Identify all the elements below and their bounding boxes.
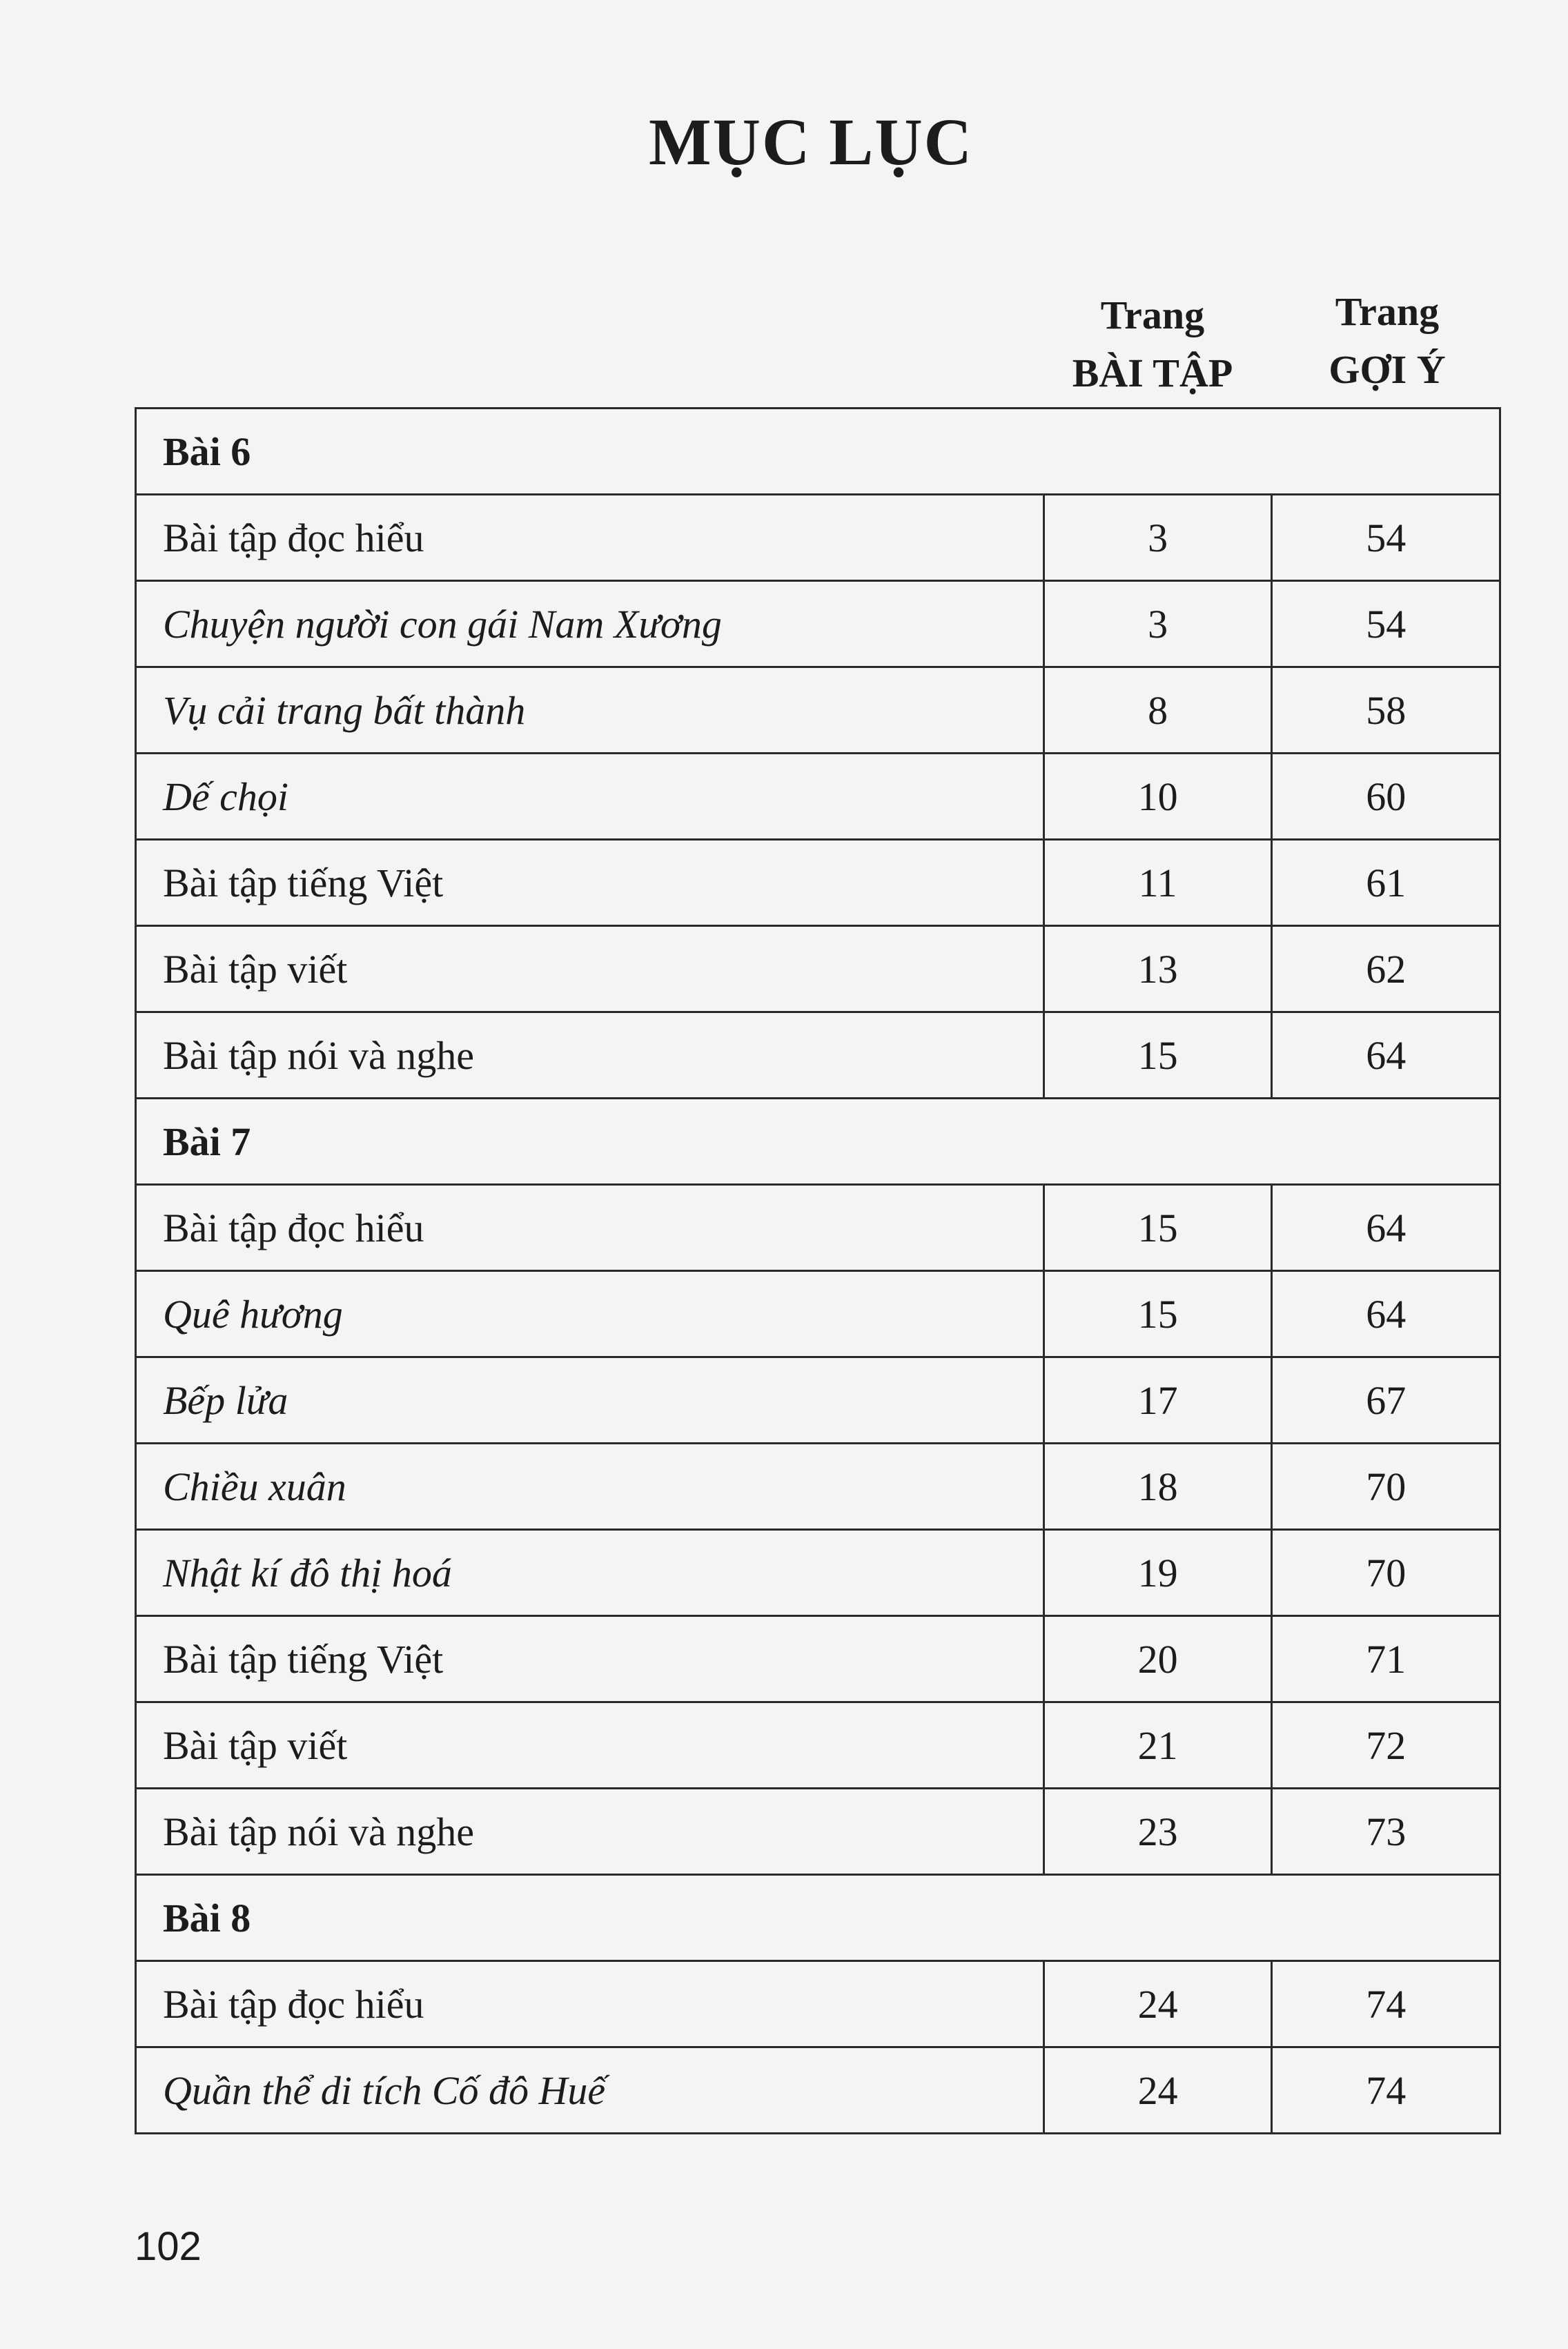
table-row <box>136 1961 1500 2047</box>
entry-title: Vụ cải trang bất thành <box>136 667 1044 754</box>
exercise-page-number: 8 <box>1043 667 1272 754</box>
page-number: 102 <box>135 2224 202 2269</box>
hint-page-number: 73 <box>1272 1789 1500 1875</box>
hint-page-number: 70 <box>1272 1444 1500 1530</box>
entry-title: Bếp lửa <box>136 1357 1044 1444</box>
hint-page-number: 74 <box>1272 2047 1500 2134</box>
toc-body <box>136 409 1500 2134</box>
entry-title: Bài tập tiếng Việt <box>136 840 1044 926</box>
exercise-header-line1: Trang <box>1100 293 1205 337</box>
exercise-header-line2: BÀI TẬP <box>1072 351 1233 395</box>
table-row <box>136 1444 1500 1530</box>
table-row <box>136 1616 1500 1702</box>
entry-title: Chuyện người con gái Nam Xương <box>136 581 1044 667</box>
entry-title: Bài tập tiếng Việt <box>136 1616 1044 1702</box>
entry-title: Bài tập viết <box>136 1702 1044 1789</box>
exercise-page-number: 3 <box>1043 581 1272 667</box>
table-row <box>136 581 1500 667</box>
table-row <box>136 1185 1500 1271</box>
hint-page-number: 61 <box>1272 840 1500 926</box>
exercise-page-number: 20 <box>1043 1616 1272 1702</box>
entry-title: Quê hương <box>136 1271 1044 1357</box>
hint-page-number: 74 <box>1272 1961 1500 2047</box>
table-row <box>136 1530 1500 1616</box>
entry-title: Dế chọi <box>136 754 1044 840</box>
entry-title: Nhật kí đô thị hoá <box>136 1530 1044 1616</box>
hint-header-line2: GỢI Ý <box>1329 347 1446 392</box>
entry-title: Bài tập đọc hiểu <box>136 495 1044 581</box>
exercise-page-number: 18 <box>1043 1444 1272 1530</box>
exercise-page-number: 24 <box>1043 2047 1272 2134</box>
hint-page-number: 54 <box>1272 495 1500 581</box>
exercise-page-number: 15 <box>1043 1185 1272 1271</box>
exercise-page-number: 11 <box>1043 840 1272 926</box>
entry-title: Bài tập đọc hiểu <box>136 1185 1044 1271</box>
section-heading: Bài 6 <box>136 409 1500 495</box>
hint-header-line1: Trang <box>1335 289 1440 334</box>
exercise-page-number: 3 <box>1043 495 1272 581</box>
hint-page-number: 64 <box>1272 1185 1500 1271</box>
table-row <box>136 667 1500 754</box>
exercise-page-number: 23 <box>1043 1789 1272 1875</box>
section-heading-row <box>136 1099 1500 1185</box>
exercise-page-number: 19 <box>1043 1530 1272 1616</box>
hint-page-number: 72 <box>1272 1702 1500 1789</box>
hint-page-number: 67 <box>1272 1357 1500 1444</box>
table-row <box>136 754 1500 840</box>
entry-title: Bài tập viết <box>136 926 1044 1012</box>
entry-title: Bài tập nói và nghe <box>136 1012 1044 1099</box>
table-row <box>136 840 1500 926</box>
exercise-page-number: 17 <box>1043 1357 1272 1444</box>
table-row <box>136 1357 1500 1444</box>
hint-page-number: 71 <box>1272 1616 1500 1702</box>
hint-page-number: 60 <box>1272 754 1500 840</box>
section-heading: Bài 8 <box>136 1875 1500 1961</box>
exercise-page-number: 15 <box>1043 1012 1272 1099</box>
table-of-contents <box>135 407 1501 2134</box>
table-row <box>136 1702 1500 1789</box>
page-title: MỤC LỤC <box>649 105 973 179</box>
entry-title: Chiều xuân <box>136 1444 1044 1530</box>
table-row <box>136 1012 1500 1099</box>
exercise-page-number: 24 <box>1043 1961 1272 2047</box>
entry-title: Quần thể di tích Cố đô Huế <box>136 2047 1044 2134</box>
exercise-page-number: 15 <box>1043 1271 1272 1357</box>
entry-title: Bài tập đọc hiểu <box>136 1961 1044 2047</box>
table-row <box>136 926 1500 1012</box>
section-heading-row <box>136 1875 1500 1961</box>
entry-title: Bài tập nói và nghe <box>136 1789 1044 1875</box>
table-row <box>136 495 1500 581</box>
hint-page-number: 64 <box>1272 1271 1500 1357</box>
table-row <box>136 1789 1500 1875</box>
hint-page-column-header <box>1270 283 1505 399</box>
table-row <box>136 2047 1500 2134</box>
section-heading: Bài 7 <box>136 1099 1500 1185</box>
hint-page-number: 58 <box>1272 667 1500 754</box>
table-row <box>136 1271 1500 1357</box>
exercise-page-column-header <box>1035 286 1270 402</box>
hint-page-number: 54 <box>1272 581 1500 667</box>
hint-page-number: 64 <box>1272 1012 1500 1099</box>
exercise-page-number: 13 <box>1043 926 1272 1012</box>
exercise-page-number: 10 <box>1043 754 1272 840</box>
exercise-page-number: 21 <box>1043 1702 1272 1789</box>
section-heading-row <box>136 409 1500 495</box>
hint-page-number: 62 <box>1272 926 1500 1012</box>
hint-page-number: 70 <box>1272 1530 1500 1616</box>
